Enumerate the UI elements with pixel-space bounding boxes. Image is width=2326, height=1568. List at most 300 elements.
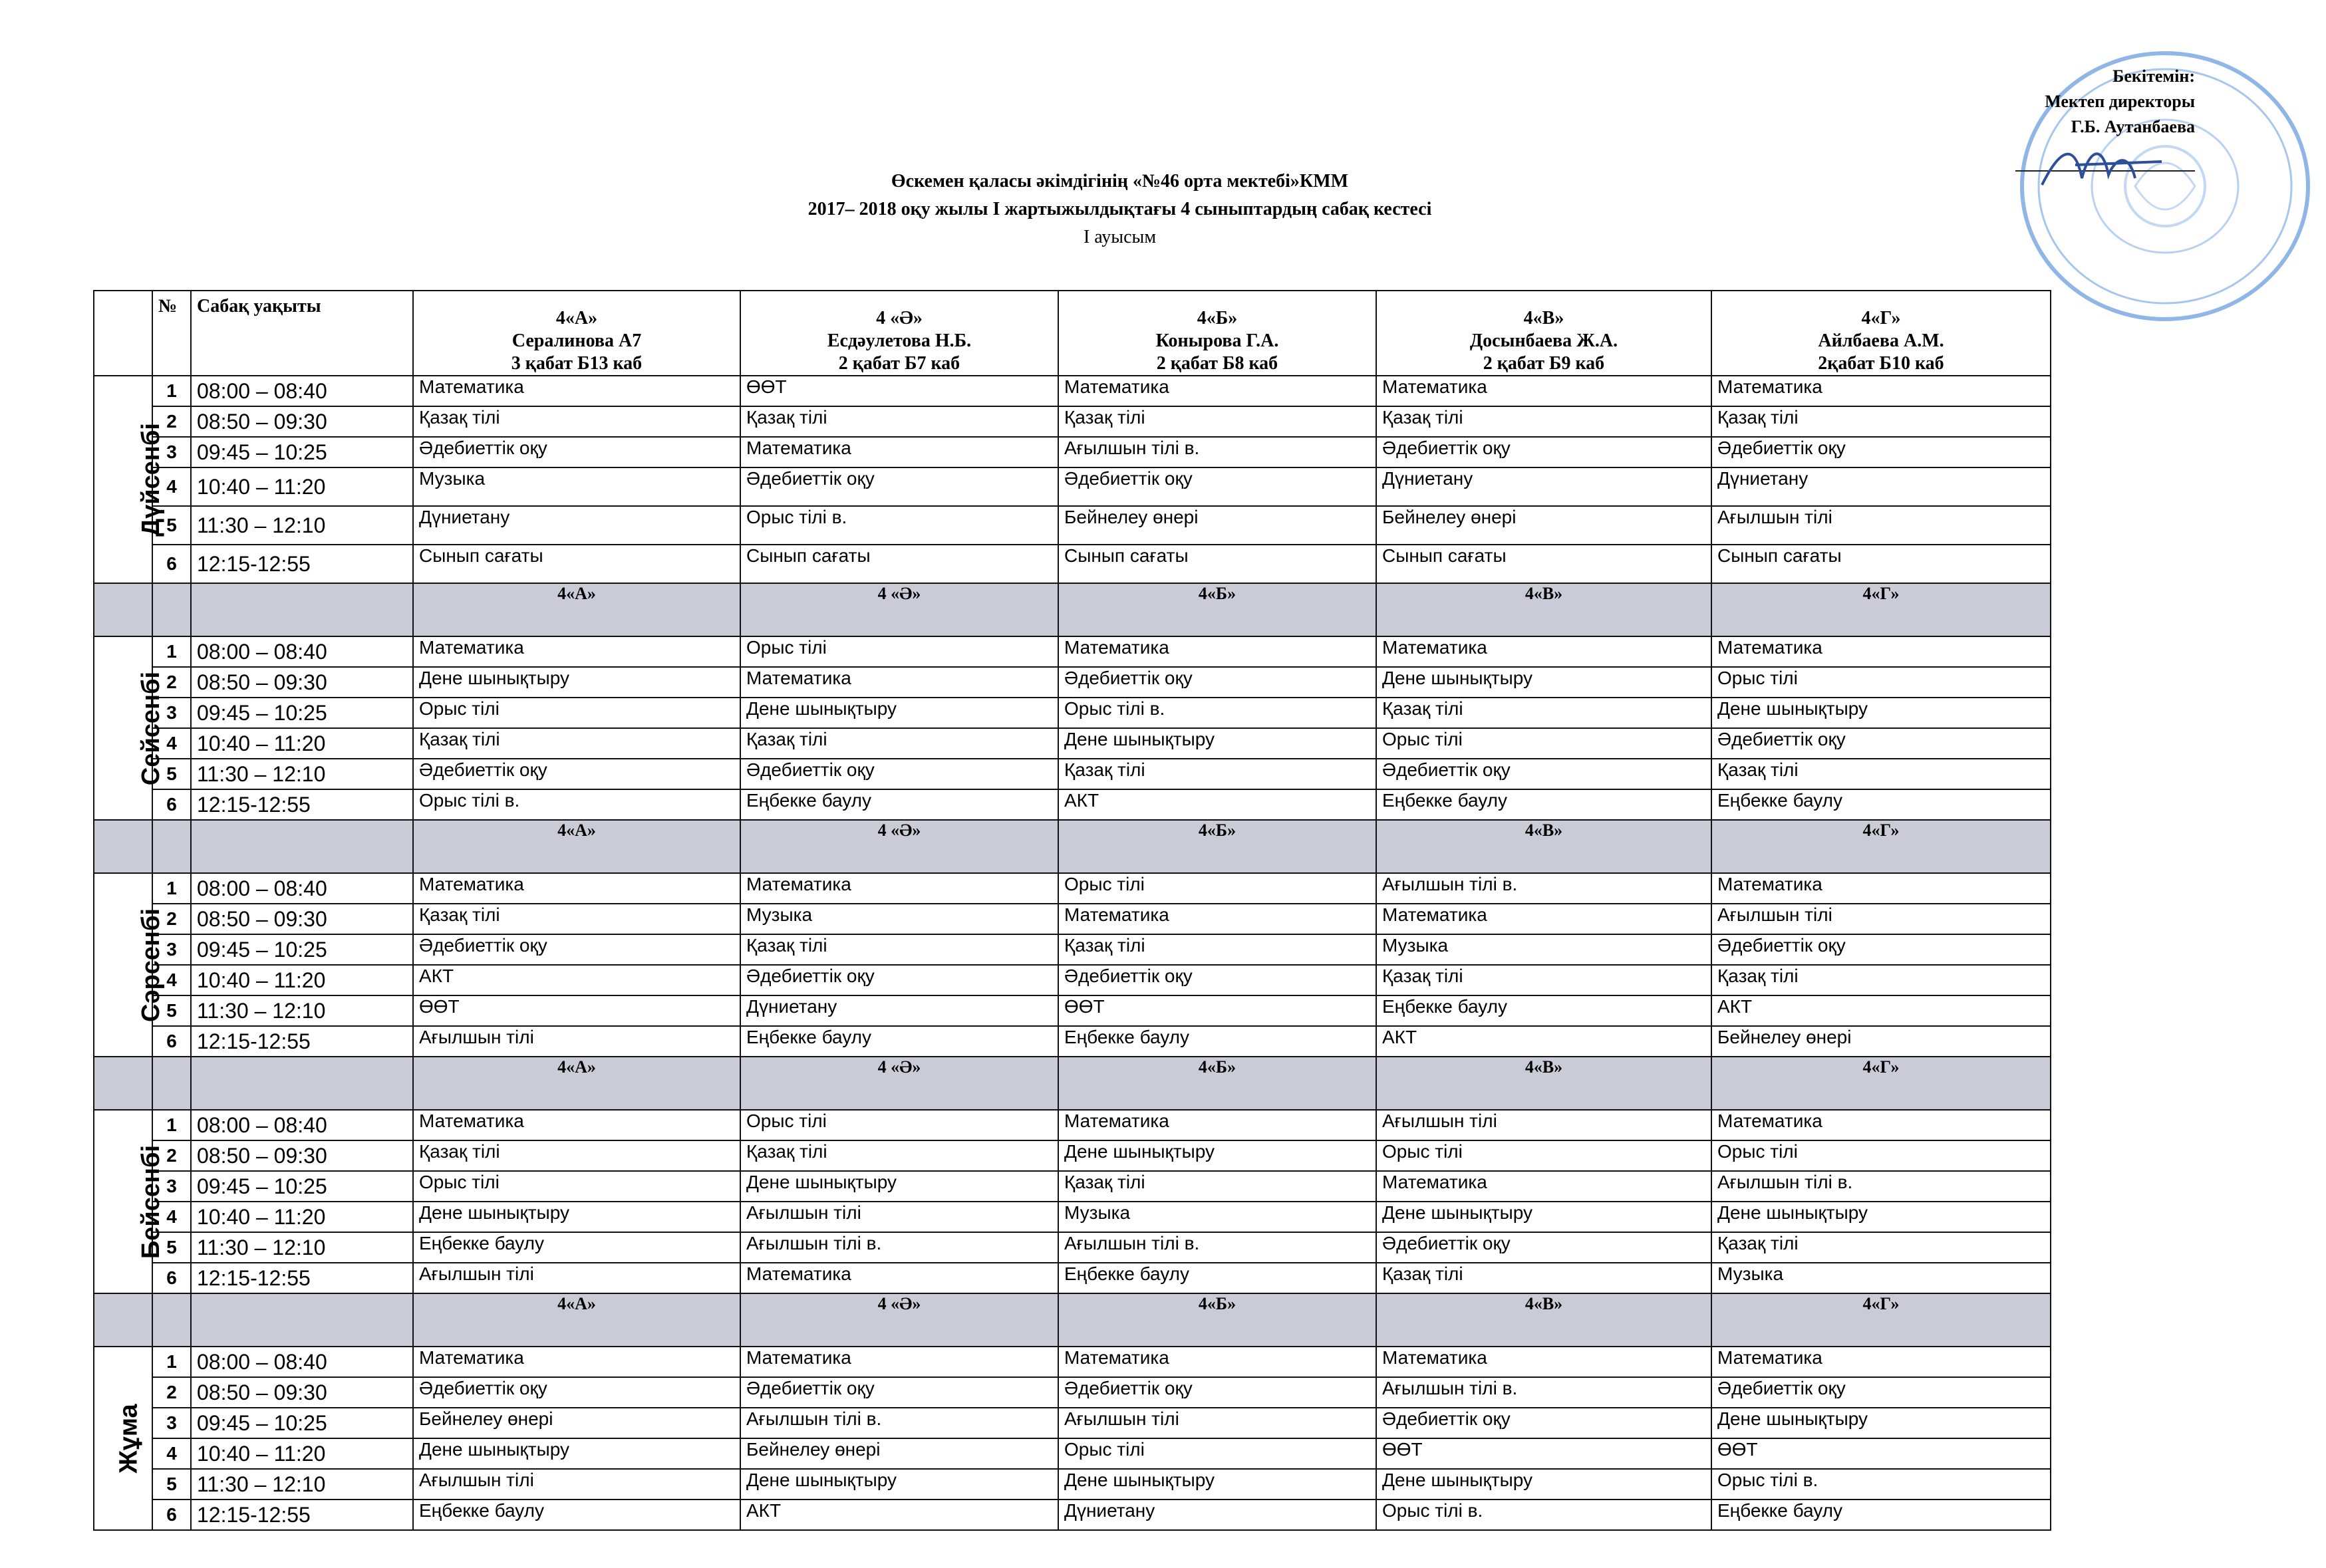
day-name: Сейсенбі — [137, 671, 166, 785]
subject-cell: Математика — [1376, 904, 1711, 934]
subject-cell: Математика — [740, 437, 1058, 467]
subject-cell: Ағылшын тілі в. — [1058, 437, 1376, 467]
day-name: Жұма — [114, 1403, 143, 1474]
lesson-row — [94, 728, 2051, 759]
subject-cell: Сынып сағаты — [1711, 545, 2051, 583]
schedule-title: 2017– 2018 оқу жылы І жартыжылдықтағы 4 сыныптардың сабақ кестесі — [807, 199, 1432, 219]
lesson-row — [94, 965, 2051, 995]
subject-cell: Ағылшын тілі в. — [1376, 1377, 1711, 1408]
subject-cell: Сынып сағаты — [413, 545, 740, 583]
subject-cell: Орыс тілі в. — [1058, 698, 1376, 728]
class-separator-row — [94, 1057, 2051, 1110]
header-class-3 — [1376, 291, 1711, 376]
subject-cell: Дене шынықтыру — [1376, 1202, 1711, 1232]
header-class-teacher: Есдәулетова Н.Б. — [827, 330, 972, 351]
lesson-time: 08:50 – 09:30 — [191, 667, 413, 698]
subject-cell: Қазақ тілі — [1711, 759, 2051, 789]
subject-cell: Дүниетану — [1376, 467, 1711, 506]
subject-cell: Математика — [1058, 376, 1376, 406]
lesson-number: 5 — [152, 506, 191, 545]
subject-cell: Математика — [413, 636, 740, 667]
lesson-time: 10:40 – 11:20 — [191, 728, 413, 759]
subject-cell: Орыс тілі в. — [740, 506, 1058, 545]
separator-blank — [94, 820, 152, 873]
lesson-row — [94, 1263, 2051, 1293]
subject-cell: Әдебиеттік оқу — [1058, 965, 1376, 995]
lesson-number: 6 — [152, 789, 191, 820]
day-label-cell — [94, 1347, 152, 1530]
day-label-cell — [94, 873, 166, 1057]
header-class-room: 3 қабат Б13 каб — [511, 353, 643, 374]
separator-class-label: 4«А» — [413, 1057, 740, 1110]
subject-cell: Математика — [1058, 1347, 1376, 1377]
lesson-time: 12:15-12:55 — [191, 1263, 413, 1293]
lesson-time: 12:15-12:55 — [191, 545, 413, 583]
lesson-number: 4 — [152, 728, 191, 759]
subject-cell: Әдебиеттік оқу — [740, 759, 1058, 789]
approval-block — [1916, 64, 2195, 140]
lesson-number: 1 — [152, 376, 191, 406]
header-class-teacher: Сералинова А7 — [511, 330, 642, 351]
shift-title: І ауысым — [1083, 227, 1157, 247]
subject-cell: Дене шынықтыру — [1711, 698, 2051, 728]
subject-cell: АКТ — [413, 965, 740, 995]
subject-cell: Еңбекке баулу — [1058, 1026, 1376, 1057]
lesson-row — [94, 545, 2051, 583]
subject-cell: Орыс тілі — [1711, 1140, 2051, 1171]
subject-cell: АКТ — [1058, 789, 1376, 820]
subject-cell: Сынып сағаты — [740, 545, 1058, 583]
subject-cell: Математика — [740, 667, 1058, 698]
separator-class-label: 4«А» — [413, 1293, 740, 1347]
subject-cell: Музыка — [413, 467, 740, 506]
subject-cell: Әдебиеттік оқу — [413, 759, 740, 789]
subject-cell: Дене шынықтыру — [1058, 728, 1376, 759]
subject-cell: Әдебиеттік оқу — [1376, 759, 1711, 789]
subject-cell: Қазақ тілі — [413, 406, 740, 437]
lesson-number: 5 — [152, 1469, 191, 1500]
subject-cell: АКТ — [740, 1500, 1058, 1530]
subject-cell: Әдебиеттік оқу — [1058, 667, 1376, 698]
subject-cell: Қазақ тілі — [1058, 934, 1376, 965]
lesson-row — [94, 1202, 2051, 1232]
lesson-time: 12:15-12:55 — [191, 789, 413, 820]
subject-cell: ӨӨТ — [1058, 995, 1376, 1026]
separator-class-label: 4«Б» — [1058, 1057, 1376, 1110]
subject-cell: Математика — [413, 1110, 740, 1140]
subject-cell: Дене шынықтыру — [1711, 1202, 2051, 1232]
subject-cell: Қазақ тілі — [1376, 1263, 1711, 1293]
lesson-row — [94, 467, 2051, 506]
separator-blank — [152, 1057, 191, 1110]
subject-cell: Әдебиеттік оқу — [1711, 728, 2051, 759]
subject-cell: ӨӨТ — [413, 995, 740, 1026]
header-class-1 — [740, 291, 1058, 376]
subject-cell: Қазақ тілі — [1711, 965, 2051, 995]
subject-cell: Дүниетану — [1711, 467, 2051, 506]
header-class-teacher: Досынбаева Ж.А. — [1469, 330, 1618, 351]
separator-class-label: 4«В» — [1376, 820, 1711, 873]
header-number: № — [152, 291, 191, 376]
lesson-number: 5 — [152, 995, 191, 1026]
lesson-time: 12:15-12:55 — [191, 1500, 413, 1530]
header-class-room: 2 қабат Б8 каб — [1156, 353, 1278, 374]
separator-blank — [152, 820, 191, 873]
lesson-number: 3 — [152, 437, 191, 467]
lesson-number: 2 — [152, 406, 191, 437]
lesson-number: 2 — [152, 1377, 191, 1408]
subject-cell: Қазақ тілі — [1376, 698, 1711, 728]
lesson-time: 08:50 – 09:30 — [191, 1140, 413, 1171]
subject-cell: Еңбекке баулу — [740, 789, 1058, 820]
subject-cell: Орыс тілі — [740, 1110, 1058, 1140]
separator-blank — [191, 1057, 413, 1110]
lesson-number: 3 — [152, 698, 191, 728]
lesson-row — [94, 1500, 2051, 1530]
lesson-row — [94, 904, 2051, 934]
lesson-number: 3 — [152, 1408, 191, 1438]
lesson-time: 08:00 – 08:40 — [191, 1347, 413, 1377]
separator-class-label: 4«Г» — [1711, 820, 2051, 873]
subject-cell: Математика — [413, 376, 740, 406]
lesson-row — [94, 1408, 2051, 1438]
separator-class-label: 4«В» — [1376, 1057, 1711, 1110]
subject-cell: Орыс тілі — [1711, 667, 2051, 698]
subject-cell: Математика — [1376, 1171, 1711, 1202]
subject-cell: Математика — [1711, 376, 2051, 406]
approval-position: Мектеп директоры — [2045, 92, 2195, 111]
subject-cell: Ағылшын тілі — [1711, 904, 2051, 934]
subject-cell: Ағылшын тілі — [1376, 1110, 1711, 1140]
subject-cell: Дене шынықтыру — [1376, 667, 1711, 698]
subject-cell: Дүниетану — [1058, 1500, 1376, 1530]
subject-cell: Математика — [1376, 376, 1711, 406]
subject-cell: Әдебиеттік оқу — [1058, 1377, 1376, 1408]
subject-cell: Дене шынықтыру — [740, 1171, 1058, 1202]
lesson-row — [94, 873, 2051, 904]
subject-cell: Дене шынықтыру — [413, 1202, 740, 1232]
subject-cell: Қазақ тілі — [1711, 1232, 2051, 1263]
separator-class-label: 4«А» — [413, 820, 740, 873]
class-separator-row — [94, 1293, 2051, 1347]
subject-cell: Еңбекке баулу — [413, 1500, 740, 1530]
subject-cell: Математика — [1711, 636, 2051, 667]
lesson-row — [94, 789, 2051, 820]
separator-class-label: 4«Г» — [1711, 1057, 2051, 1110]
subject-cell: Әдебиеттік оқу — [1711, 437, 2051, 467]
lesson-row — [94, 1377, 2051, 1408]
subject-cell: Орыс тілі в. — [1376, 1500, 1711, 1530]
subject-cell: Математика — [1376, 636, 1711, 667]
header-class-name: 4 «Ә» — [876, 308, 923, 328]
header-class-room: 2қабат Б10 каб — [1818, 353, 1944, 374]
subject-cell: Қазақ тілі — [740, 728, 1058, 759]
lesson-number: 4 — [152, 1202, 191, 1232]
subject-cell: Еңбекке баулу — [1711, 789, 2051, 820]
day-label-cell — [94, 636, 166, 820]
subject-cell: Қазақ тілі — [1711, 406, 2051, 437]
lesson-time: 11:30 – 12:10 — [191, 506, 413, 545]
subject-cell: Дүниетану — [740, 995, 1058, 1026]
subject-cell: Математика — [740, 1263, 1058, 1293]
subject-cell: АКТ — [1711, 995, 2051, 1026]
subject-cell: Әдебиеттік оқу — [1376, 437, 1711, 467]
lesson-row — [94, 1110, 2051, 1140]
subject-cell: Математика — [1711, 1347, 2051, 1377]
lesson-number: 6 — [152, 1500, 191, 1530]
class-separator-row — [94, 583, 2051, 636]
subject-cell: Математика — [740, 873, 1058, 904]
day-name: Бейсенбі — [137, 1144, 166, 1259]
separator-class-label: 4«В» — [1376, 583, 1711, 636]
separator-class-label: 4«Б» — [1058, 820, 1376, 873]
subject-cell: ӨӨТ — [740, 376, 1058, 406]
subject-cell: Қазақ тілі — [1376, 406, 1711, 437]
subject-cell: Еңбекке баулу — [740, 1026, 1058, 1057]
subject-cell: Ағылшын тілі в. — [740, 1408, 1058, 1438]
subject-cell: Әдебиеттік оқу — [413, 1377, 740, 1408]
separator-blank — [152, 583, 191, 636]
subject-cell: Қазақ тілі — [1058, 759, 1376, 789]
separator-class-label: 4«Б» — [1058, 583, 1376, 636]
lesson-time: 11:30 – 12:10 — [191, 1469, 413, 1500]
subject-cell: Орыс тілі — [740, 636, 1058, 667]
lesson-row — [94, 667, 2051, 698]
subject-cell: Қазақ тілі — [740, 406, 1058, 437]
subject-cell: Ағылшын тілі — [413, 1469, 740, 1500]
lesson-row — [94, 995, 2051, 1026]
lesson-number: 3 — [152, 934, 191, 965]
approval-label: Бекітемін: — [2112, 66, 2195, 86]
lesson-row — [94, 1171, 2051, 1202]
subject-cell: Математика — [1711, 873, 2051, 904]
subject-cell: Математика — [1058, 904, 1376, 934]
subject-cell: Әдебиеттік оқу — [740, 965, 1058, 995]
header-class-2 — [1058, 291, 1376, 376]
subject-cell: Ағылшын тілі — [413, 1026, 740, 1057]
lesson-row — [94, 934, 2051, 965]
document-titles — [0, 168, 2326, 251]
separator-class-label: 4«А» — [413, 583, 740, 636]
subject-cell: Бейнелеу өнері — [1711, 1026, 2051, 1057]
approval-name: Г.Б. Аутанбаева — [2071, 117, 2195, 136]
subject-cell: Ағылшын тілі — [1058, 1408, 1376, 1438]
lesson-number: 5 — [152, 759, 191, 789]
lesson-time: 08:00 – 08:40 — [191, 1110, 413, 1140]
header-class-teacher: Айлбаева А.М. — [1818, 330, 1944, 351]
subject-cell: Әдебиеттік оқу — [1711, 1377, 2051, 1408]
lesson-number: 6 — [152, 545, 191, 583]
subject-cell: Әдебиеттік оқу — [1376, 1232, 1711, 1263]
subject-cell: Дүниетану — [413, 506, 740, 545]
subject-cell: Сынып сағаты — [1376, 545, 1711, 583]
subject-cell: Математика — [413, 873, 740, 904]
subject-cell: Дене шынықтыру — [413, 1438, 740, 1469]
lesson-number: 1 — [152, 1110, 191, 1140]
subject-cell: Дене шынықтыру — [1711, 1408, 2051, 1438]
school-title: Өскемен қаласы әкімдігінің «№46 орта мектебі»КММ — [891, 171, 1349, 192]
subject-cell: Ағылшын тілі в. — [1376, 873, 1711, 904]
day-name: Сәрсенбі — [137, 908, 166, 1022]
subject-cell: Еңбекке баулу — [1376, 995, 1711, 1026]
separator-blank — [152, 1293, 191, 1347]
header-class-4 — [1711, 291, 2051, 376]
separator-blank — [191, 820, 413, 873]
subject-cell: Математика — [413, 1347, 740, 1377]
separator-blank — [94, 583, 152, 636]
subject-cell: Орыс тілі — [413, 698, 740, 728]
lesson-row — [94, 759, 2051, 789]
subject-cell: Ағылшын тілі в. — [740, 1232, 1058, 1263]
subject-cell: Орыс тілі — [1058, 1438, 1376, 1469]
header-class-name: 4«Б» — [1197, 308, 1238, 328]
subject-cell: Ағылшын тілі в. — [1711, 1171, 2051, 1202]
lesson-row — [94, 437, 2051, 467]
lesson-row — [94, 636, 2051, 667]
lesson-number: 2 — [152, 904, 191, 934]
header-class-name: 4«А» — [555, 308, 598, 328]
subject-cell: Қазақ тілі — [413, 904, 740, 934]
subject-cell: Әдебиеттік оқу — [740, 467, 1058, 506]
separator-blank — [94, 1293, 152, 1347]
subject-cell: Математика — [1376, 1347, 1711, 1377]
separator-class-label: 4 «Ә» — [740, 583, 1058, 636]
subject-cell: Әдебиеттік оқу — [413, 437, 740, 467]
subject-cell: Еңбекке баулу — [1711, 1500, 2051, 1530]
lesson-row — [94, 1140, 2051, 1171]
schedule-table — [93, 290, 2051, 1531]
subject-cell: Орыс тілі в. — [413, 789, 740, 820]
lesson-time: 11:30 – 12:10 — [191, 1232, 413, 1263]
subject-cell: Музыка — [740, 904, 1058, 934]
day-label-cell — [94, 376, 165, 583]
separator-class-label: 4«Б» — [1058, 1293, 1376, 1347]
subject-cell: Әдебиеттік оқу — [1376, 1408, 1711, 1438]
lesson-number: 5 — [152, 1232, 191, 1263]
subject-cell: Музыка — [1711, 1263, 2051, 1293]
lesson-time: 09:45 – 10:25 — [191, 437, 413, 467]
lesson-row — [94, 1026, 2051, 1057]
lesson-number: 4 — [152, 467, 191, 506]
lesson-time: 11:30 – 12:10 — [191, 995, 413, 1026]
subject-cell: Әдебиеттік оқу — [413, 934, 740, 965]
lesson-row — [94, 1438, 2051, 1469]
lesson-row — [94, 506, 2051, 545]
subject-cell: Ағылшын тілі в. — [1058, 1232, 1376, 1263]
subject-cell: Қазақ тілі — [413, 1140, 740, 1171]
subject-cell: Дене шынықтыру — [1376, 1469, 1711, 1500]
header-class-name: 4«В» — [1523, 308, 1564, 328]
header-day-blank — [94, 291, 152, 376]
lesson-time: 09:45 – 10:25 — [191, 698, 413, 728]
lesson-time: 09:45 – 10:25 — [191, 1171, 413, 1202]
lesson-time: 10:40 – 11:20 — [191, 965, 413, 995]
subject-cell: Орыс тілі в. — [1711, 1469, 2051, 1500]
header-class-name: 4«Г» — [1861, 308, 1901, 328]
subject-cell: Еңбекке баулу — [1058, 1263, 1376, 1293]
subject-cell: Музыка — [1376, 934, 1711, 965]
lesson-time: 11:30 – 12:10 — [191, 759, 413, 789]
lesson-time: 10:40 – 11:20 — [191, 1202, 413, 1232]
subject-cell: Дене шынықтыру — [1058, 1469, 1376, 1500]
lesson-time: 10:40 – 11:20 — [191, 467, 413, 506]
lesson-number: 6 — [152, 1263, 191, 1293]
lesson-time: 08:00 – 08:40 — [191, 376, 413, 406]
subject-cell: ӨӨТ — [1376, 1438, 1711, 1469]
subject-cell: Қазақ тілі — [1058, 1171, 1376, 1202]
subject-cell: Музыка — [1058, 1202, 1376, 1232]
subject-cell: Ағылшын тілі — [413, 1263, 740, 1293]
subject-cell: Дене шынықтыру — [740, 698, 1058, 728]
separator-class-label: 4«Г» — [1711, 583, 2051, 636]
subject-cell: Әдебиеттік оқу — [1711, 934, 2051, 965]
lesson-number: 3 — [152, 1171, 191, 1202]
lesson-time: 08:00 – 08:40 — [191, 873, 413, 904]
subject-cell: Орыс тілі — [1376, 728, 1711, 759]
subject-cell: Математика — [1058, 1110, 1376, 1140]
lesson-number: 4 — [152, 1438, 191, 1469]
separator-blank — [191, 583, 413, 636]
lesson-number: 1 — [152, 1347, 191, 1377]
day-name: Дүйсенбі — [136, 422, 165, 537]
lesson-number: 1 — [152, 873, 191, 904]
subject-cell: Ағылшын тілі — [740, 1202, 1058, 1232]
lesson-number: 1 — [152, 636, 191, 667]
lesson-number: 6 — [152, 1026, 191, 1057]
subject-cell: Математика — [1711, 1110, 2051, 1140]
subject-cell: Орыс тілі — [1376, 1140, 1711, 1171]
subject-cell: Бейнелеу өнері — [1058, 506, 1376, 545]
subject-cell: Дене шынықтыру — [740, 1469, 1058, 1500]
lesson-time: 08:50 – 09:30 — [191, 904, 413, 934]
lesson-number: 2 — [152, 667, 191, 698]
header-class-0 — [413, 291, 740, 376]
subject-cell: Еңбекке баулу — [1376, 789, 1711, 820]
subject-cell: Қазақ тілі — [740, 1140, 1058, 1171]
separator-blank — [94, 1057, 152, 1110]
subject-cell: Бейнелеу өнері — [740, 1438, 1058, 1469]
subject-cell: Еңбекке баулу — [413, 1232, 740, 1263]
subject-cell: Әдебиеттік оқу — [740, 1377, 1058, 1408]
subject-cell: Қазақ тілі — [1058, 406, 1376, 437]
subject-cell: Математика — [1058, 636, 1376, 667]
lesson-time: 09:45 – 10:25 — [191, 934, 413, 965]
lesson-time: 12:15-12:55 — [191, 1026, 413, 1057]
separator-blank — [191, 1293, 413, 1347]
separator-class-label: 4 «Ә» — [740, 1057, 1058, 1110]
lesson-time: 09:45 – 10:25 — [191, 1408, 413, 1438]
subject-cell: Сынып сағаты — [1058, 545, 1376, 583]
lesson-row — [94, 1469, 2051, 1500]
lesson-time: 08:50 – 09:30 — [191, 406, 413, 437]
subject-cell: Дене шынықтыру — [1058, 1140, 1376, 1171]
subject-cell: АКТ — [1376, 1026, 1711, 1057]
lesson-time: 08:00 – 08:40 — [191, 636, 413, 667]
day-label-cell — [94, 1110, 166, 1293]
subject-cell: Математика — [740, 1347, 1058, 1377]
separator-class-label: 4 «Ә» — [740, 1293, 1058, 1347]
lesson-row — [94, 1347, 2051, 1377]
header-row — [94, 291, 2051, 376]
header-time: Сабақ уақыты — [191, 291, 413, 376]
subject-cell: Қазақ тілі — [740, 934, 1058, 965]
header-class-room: 2 қабат Б7 каб — [838, 353, 960, 374]
lesson-row — [94, 406, 2051, 437]
class-separator-row — [94, 820, 2051, 873]
subject-cell: Қазақ тілі — [1376, 965, 1711, 995]
subject-cell: Орыс тілі — [1058, 873, 1376, 904]
subject-cell: Бейнелеу өнері — [1376, 506, 1711, 545]
